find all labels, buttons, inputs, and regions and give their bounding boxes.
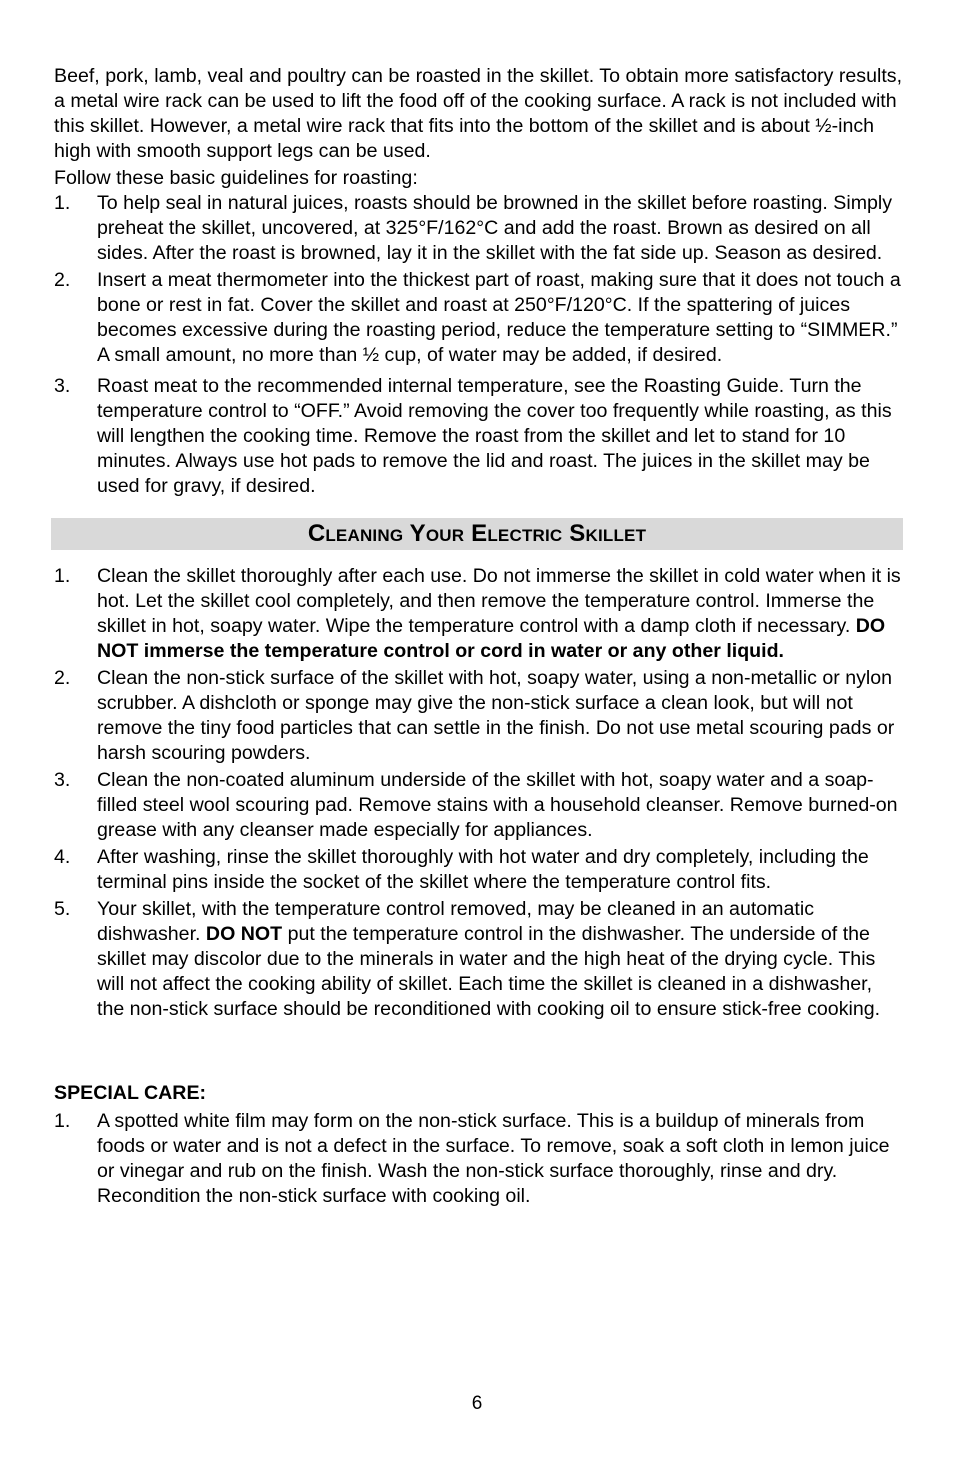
item-number: 1. (54, 1110, 71, 1132)
intro-paragraph: Beef, pork, lamb, veal and poultry can be roasted in the skillet. To obtain more satisfactory results, a metal wire rack can be used to lift the food off of the cooking surface. A rack is not included with this skillet. However, a metal wire rack that fits into the bottom of the skillet and is about ½-inch high with smooth support legs can be used. (54, 65, 903, 162)
item-text (97, 564, 904, 664)
special-care-title: SPECIAL CARE: (54, 1082, 207, 1104)
section-heading-cleaning: Cleaning Your Electric Skillet (51, 518, 903, 550)
item-text: To help seal in natural juices, roasts should be browned in the skillet before roasting. Simply preheat the skillet, uncovered, at 325°F/162°C and add the roast. Brown as desired on all sides. After the roast is browned, lay it in the skillet with the fat side up. Season as desired. (97, 192, 893, 264)
list-item (54, 268, 904, 368)
item-text: Clean the non-coated aluminum underside of the skillet with hot, soapy water and a soap-filled steel wool scouring pad. Remove stains with a household cleanser. Remove burned-on grease with any cleanser made especially for appliances. (97, 769, 898, 841)
page-number: 6 (471, 1393, 483, 1414)
item-text-after: put the temperature control in the dishwasher. The underside of the skillet may discolor due to the minerals in water and the high heat of the drying cycle. This will not affect the cooking ability of skillet. Each time the skillet is cleaned in a dishwasher, the non-stick surface should be reconditioned with cooking oil to ensure stick-free cooking. (97, 923, 881, 1020)
item-text-before: Your skillet, with the temperature control removed, may be cleaned in an automatic dishwasher. (97, 898, 814, 945)
item-number: 4. (54, 846, 71, 868)
list-item (54, 897, 904, 1022)
special-care-list (54, 1109, 904, 1209)
list-item (54, 564, 904, 664)
item-number: 5. (54, 898, 71, 920)
roasting-guidelines-lead: Follow these basic guidelines for roasting: (54, 167, 418, 189)
item-text: A spotted white film may form on the non-stick surface. This is a buildup of minerals from foods or water and is not a defect in the surface. To remove, soak a soft cloth in lemon juice or vinegar and rub on the finish. Wash the non-stick surface thoroughly, rinse and dry. Recondition the non-stick surface with cooking oil. (97, 1110, 890, 1207)
roasting-steps-list (54, 191, 904, 499)
item-number: 1. (54, 565, 71, 587)
item-text: Insert a meat thermometer into the thickest part of roast, making sure that it does not touch a bone or rest in fat. Cover the skillet and roast at 250°F/120°C. If the spattering of juices becomes excessive during the roasting period, reduce the temperature setting to “SIMMER.” A small amount, no more than ½ cup, of water may be added, if desired. (97, 269, 901, 366)
list-item (54, 845, 904, 895)
item-text: Roast meat to the recommended internal temperature, see the Roasting Guide. Turn the temperature control to “OFF.” Avoid removing the cover too frequently while roasting, as this will lengthen the cooking time. Remove the roast from the skillet and let to stand for 10 minutes. Always use hot pads to remove the lid and roast. The juices in the skillet may be used for gravy, if desired. (97, 375, 892, 497)
item-text-plain: Clean the skillet thoroughly after each use. Do not immerse the skillet in cold water when it is hot. Let the skillet cool completely, and then remove the temperature control. Immerse the skillet in hot, soapy water. Wipe the temperature control with a damp cloth if necessary. (97, 565, 901, 637)
cleaning-steps-list (54, 564, 904, 1022)
item-number: 2. (54, 269, 71, 291)
list-item (54, 1109, 904, 1209)
item-warning-bold: DO NOT immerse the temperature control or cord in water or any other liquid. (97, 615, 886, 662)
item-text (97, 897, 904, 1022)
list-item (54, 374, 904, 499)
item-number: 1. (54, 192, 71, 214)
manual-page (54, 64, 904, 1209)
item-text: Clean the non-stick surface of the skillet with hot, soapy water, using a non-metallic or nylon scrubber. A dishcloth or sponge may give the non-stick surface a clean look, but will not remove the tiny food particles that can settle in the finish. Do not use metal scouring pads or harsh scouring powders. (97, 667, 895, 764)
item-text: After washing, rinse the skillet thoroughly with hot water and dry completely, including the terminal pins inside the socket of the skillet where the temperature control fits. (97, 846, 869, 893)
item-number: 3. (54, 375, 71, 397)
list-item (54, 666, 904, 766)
item-number: 2. (54, 667, 71, 689)
item-number: 3. (54, 769, 71, 791)
list-item (54, 191, 904, 266)
list-item (54, 768, 904, 843)
item-warning-bold: DO NOT (205, 923, 283, 945)
